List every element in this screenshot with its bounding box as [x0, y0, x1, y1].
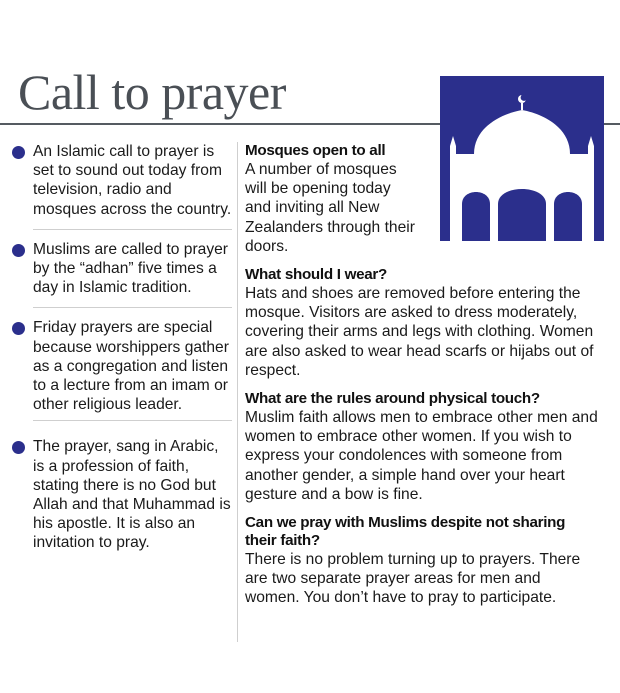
- faq-body: A number of mosques will be opening today and inviting all New Zealanders through their doors.: [245, 161, 415, 255]
- bullet-dot-icon: [12, 441, 25, 454]
- faq-body: There is no problem turning up to prayers. There are two separate prayer areas for men and women. You don’t have to pray to participate.: [245, 551, 581, 607]
- bullet-item: [12, 437, 232, 552]
- bullet-dot-icon: [12, 244, 25, 257]
- bullet-text: An Islamic call to prayer is set to sound out today from television, radio and mosques across the country.: [33, 143, 232, 218]
- faq-heading: Can we pray with Muslims despite not sharing their faith?: [245, 514, 566, 550]
- faq-body: Muslim faith allows men to embrace other men and women to embrace other women. If you wish to express your condolences with someone from another gender, a simple hand over your heart gesture and a bow is fine.: [245, 409, 598, 503]
- page-title: Call to prayer: [18, 64, 286, 120]
- faq-section: [245, 142, 420, 256]
- bullet-item: [12, 142, 232, 219]
- divider: [33, 307, 232, 308]
- faq-heading: What are the rules around physical touch?: [245, 390, 540, 408]
- faq-section: [245, 514, 605, 608]
- bullet-text: Muslims are called to prayer by the “adhan” five times a day in Islamic tradition.: [33, 240, 228, 297]
- bullet-text: The prayer, sang in Arabic, is a profession of faith, stating there is no God but Allah and that Muhammad is his apostle. It is also an invitation to pray.: [33, 438, 231, 552]
- faq-body: Hats and shoes are removed before entering the mosque. Visitors are asked to dress moderately, covering their arms and legs with clothing. Women are also asked to wear head scarfs or hijabs out of respect.: [245, 285, 594, 379]
- divider: [33, 420, 232, 421]
- faq-heading: What should I wear?: [245, 266, 387, 284]
- bullet-dot-icon: [12, 322, 25, 335]
- faq-section: [245, 390, 605, 504]
- bullet-dot-icon: [12, 146, 25, 159]
- bullet-item: [12, 318, 232, 414]
- bullet-list: [12, 142, 232, 553]
- divider: [33, 229, 232, 230]
- bullet-item: [12, 240, 232, 298]
- column-divider: [237, 142, 238, 642]
- faq-heading: Mosques open to all: [245, 142, 386, 159]
- faq-section: [245, 266, 605, 380]
- bullet-text: Friday prayers are special because worshippers gather as a congregation and listen to a lecture from an imam or other religious leader.: [33, 319, 229, 414]
- faq-column: [245, 142, 605, 618]
